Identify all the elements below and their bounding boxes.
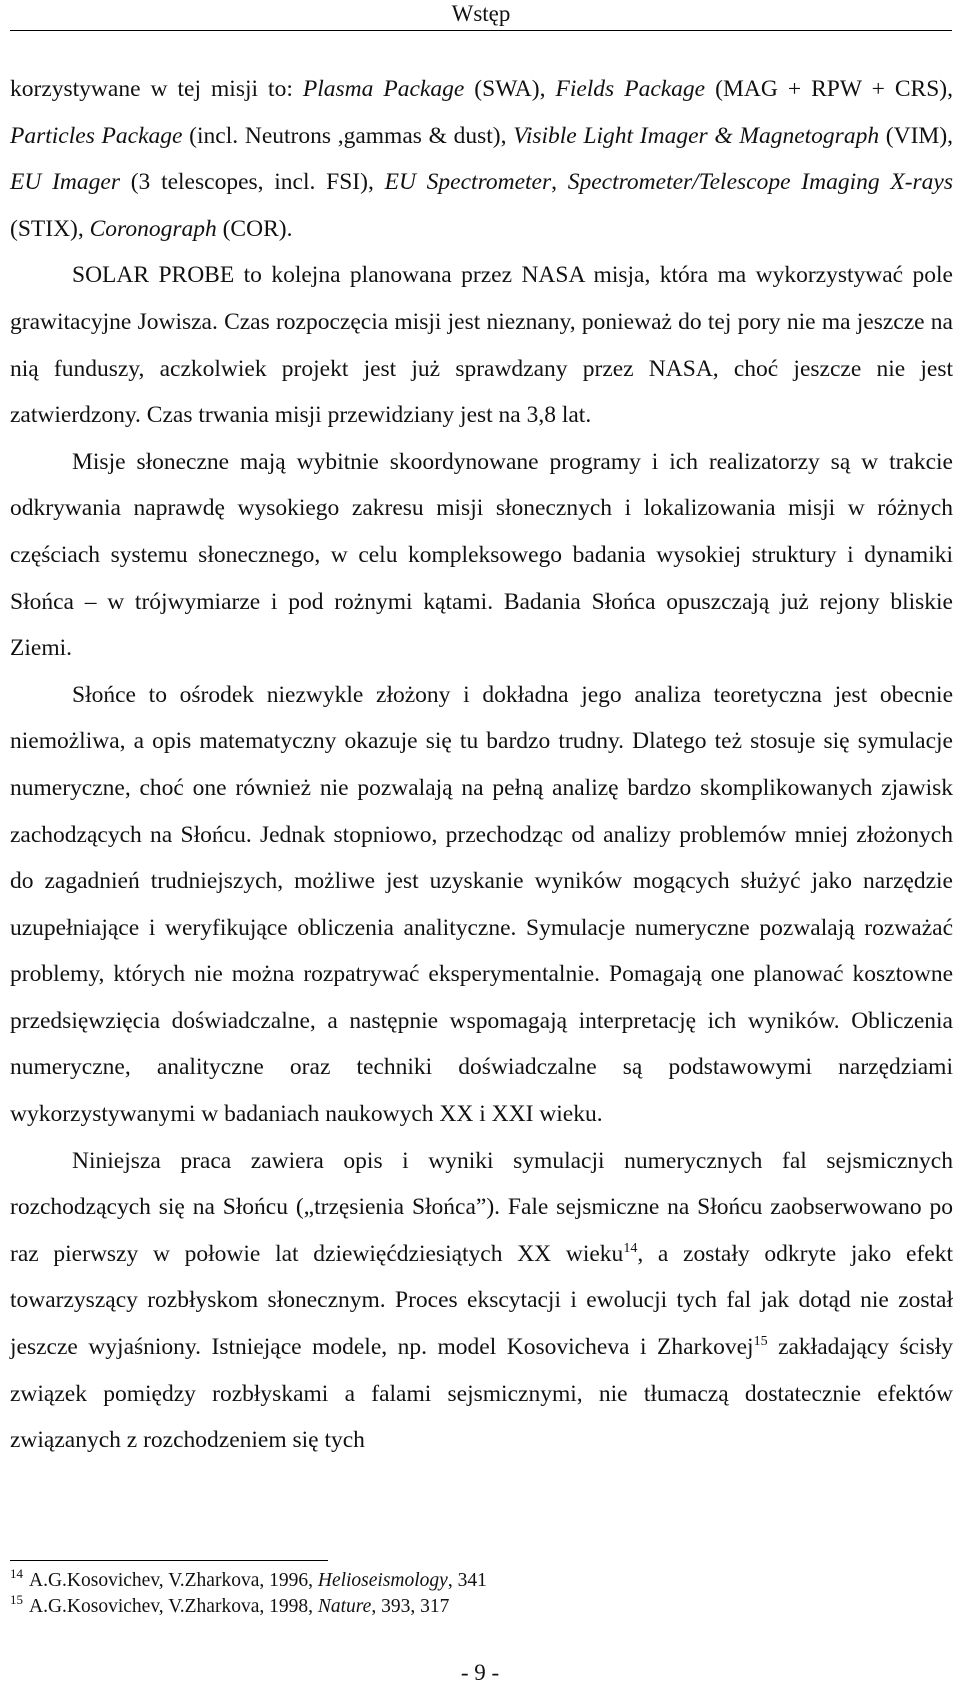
instrument-name: Visible Light Imager & Magnetograph [513, 122, 880, 149]
footnote-journal: Nature [317, 1596, 372, 1617]
paragraph-3: Misje słoneczne mają wybitnie skoordynowane programy i ich realizatorzy są w trakcie odkrywania naprawdę wysokiego zakresu misji słonecznych i lokalizowania misji w różnych częściach systemu słonecznego, w celu kompleksowego badania wysokiej struktury i dynamiki Słońca – w trójwymiarze i pod rożnymi kątami. Badania Słońca opuszczają już rejony bliskie Ziemi. [10, 448, 953, 662]
text-run: (COR). [216, 215, 293, 242]
body-text [10, 66, 953, 1464]
page-number: - 9 - [460, 1660, 500, 1685]
footnote-journal: Helioseismology [317, 1570, 448, 1591]
footnote-details: , 341 [447, 1570, 487, 1591]
text-run: (STIX), [10, 215, 90, 242]
footnote-14 [10, 1568, 950, 1594]
text-run: (3 telescopes, incl. FSI), [119, 169, 385, 196]
footnote-15 [10, 1594, 950, 1620]
footnote-separator [10, 1560, 328, 1561]
footnote-ref-15[interactable]: 15 [753, 1334, 768, 1350]
footnote-authors: A.G.Kosovichev, V.Zharkova, 1998, [29, 1596, 318, 1617]
footnote-ref-14[interactable]: 14 [623, 1240, 638, 1256]
instrument-name: Fields Package [555, 76, 706, 102]
header-title: Wstęp [451, 1, 511, 26]
instrument-name: EU Imager [10, 169, 120, 196]
text-run: (incl. Neutrons ,gammas & dust), [182, 122, 514, 149]
text-run: , [551, 169, 568, 196]
instrument-name: Particles Package [10, 122, 183, 149]
paragraph-5 [10, 1138, 953, 1464]
paragraph-2: SOLAR PROBE to kolejna planowana przez NASA misja, która ma wykorzystywać pole grawitacyjne Jowisza. Czas rozpoczęcia misji jest nieznany, ponieważ do tej pory nie ma jeszcze na nią funduszy, aczkolwiek projekt jest już sprawdzany przez NASA, choć jeszcze nie jest zatwierdzony. Czas trwania misji przewidziany jest na 3,8 lat. [10, 262, 953, 429]
instrument-name: Spectrometer/Telescope Imaging X-rays [567, 169, 954, 196]
text-run: zakładający ścisły związek pomiędzy rozbłyskami a falami sejsmicznymi, nie tłumaczą dostatecznie efektów związanych z rozchodzeniem się tych [10, 1334, 953, 1454]
text-run: (SWA), [464, 76, 556, 102]
footnote-number: 15 [10, 1592, 23, 1607]
instrument-name: EU Spectrometer [384, 169, 552, 196]
footnote-number: 14 [10, 1566, 23, 1581]
text-run: , a zostały odkryte jako efekt towarzyszący rozbłyskom słonecznym. Proces ekscytacji i ewolucji tych fal jak dotąd nie został jeszcze wyjaśniony. Istniejące modele, np. model Kosovicheva i Zharkovej [10, 1240, 953, 1361]
running-header [10, 0, 952, 31]
paragraph-1 [10, 66, 953, 252]
text-run: korzystywane w tej misji to: [10, 76, 303, 102]
paragraph-4: Słońce to ośrodek niezwykle złożony i dokładna jego analiza teoretyczna jest obecnie niemożliwa, a opis matematyczny okazuje się tu bardzo trudny. Dlatego też stosuje się symulacje numeryczne, choć one również nie pozwalają na pełną analizę bardzo skomplikowanych zjawisk zachodzących na Słońcu. Jednak stopniowo, przechodząc od analizy problemów mniej złożonych do zagadnień trudniejszych, możliwe jest uzyskanie wyników mogących służyć jako narzędzie uzupełniające i weryfikujące obliczenia analityczne. Symulacje numeryczne pozwalają rozważać problemy, których nie można rozpatrywać eksperymentalnie. Pomagają one planować kosztowne przedsięwzięcia doświadczalne, a następnie wspomagają interpretację ich wyników. Obliczenia numeryczne, analityczne oraz techniki doświadczalne są podstawowymi narzędziami wykorzystywanymi w badaniach naukowych XX i XXI wieku. [10, 681, 953, 1128]
text-run: (VIM), [879, 122, 954, 149]
text-run: (MAG + RPW + CRS), [705, 76, 953, 102]
instrument-name: Plasma Package [302, 76, 465, 102]
footnotes [10, 1568, 950, 1620]
text-run: Niniejsza praca zawiera opis i wyniki symulacji numerycznych fal sejsmicznych rozchodzących się na Słońcu („trzęsienia Słońca”). Fale sejsmiczne na Słońcu zaobserwowano po raz pierwszy w połowie lat dziewięćdziesiątych XX wieku [10, 1147, 953, 1267]
instrument-name: Coronograph [89, 215, 217, 242]
footnote-authors: A.G.Kosovichev, V.Zharkova, 1996, [29, 1570, 318, 1591]
footnote-details: , 393, 317 [371, 1596, 450, 1617]
